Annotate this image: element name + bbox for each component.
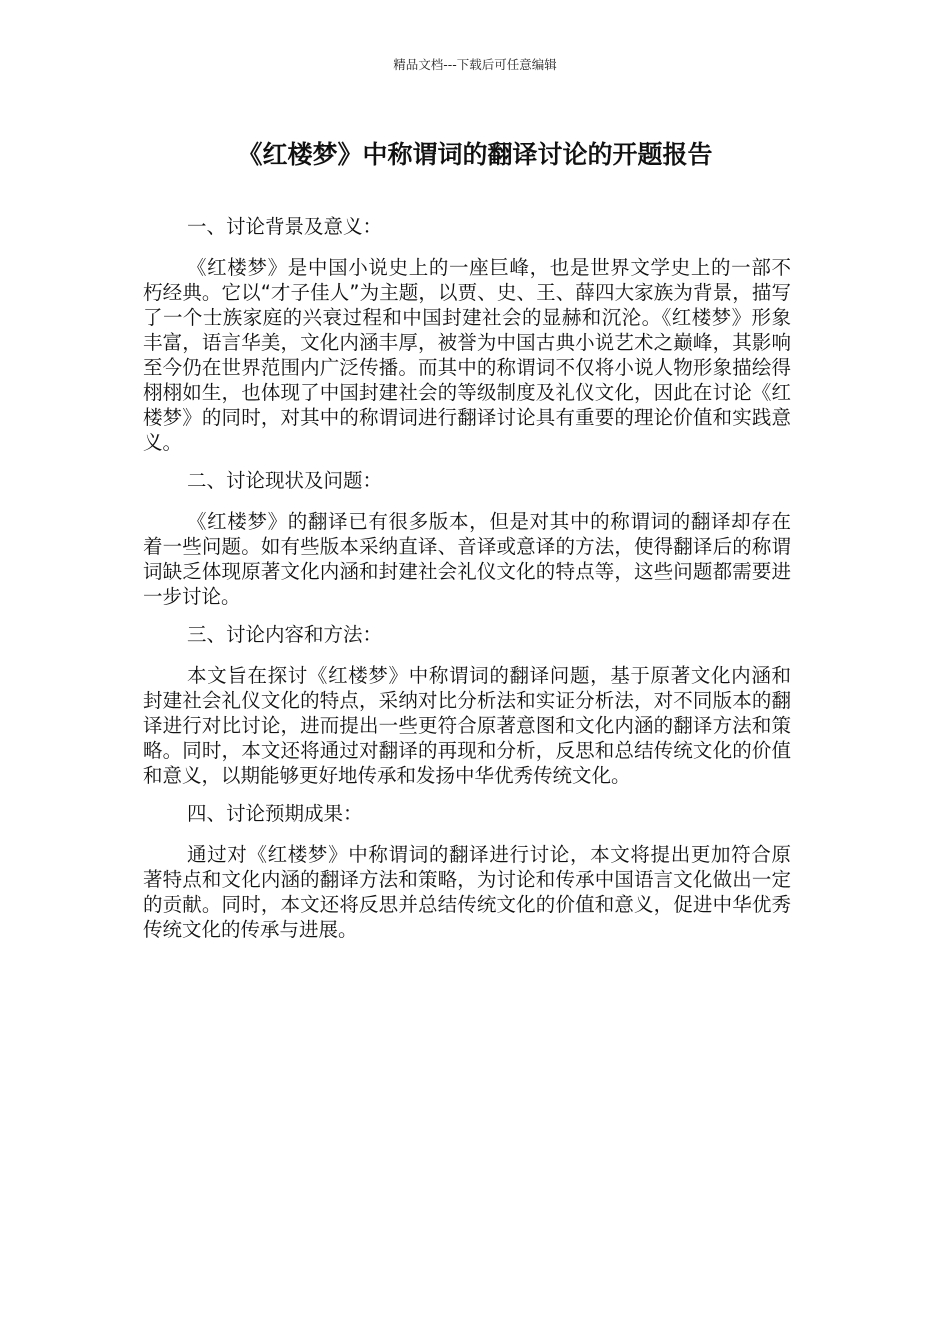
document-title: 《红楼梦》中称谓词的翻译讨论的开题报告: [237, 140, 713, 169]
section-paragraph: 通过对《红楼梦》中称谓词的翻译进行讨论，本文将提出更加符合原著特点和文化内涵的翻译方法和策略，为讨论和传承中国语言文化做出一定的贡献。同时，本文还将反思并总结传统文化的价值和意义，促进中华优秀传统文化的传承与进展。: [143, 843, 791, 941]
section-heading: 三、讨论内容和方法：: [187, 623, 383, 646]
section-background: [143, 212, 791, 455]
section-content-method: [143, 620, 791, 788]
document-body: [143, 212, 791, 953]
section-status: [143, 466, 791, 609]
section-paragraph: 《红楼梦》是中国小说史上的一座巨峰，也是世界文学史上的一部不朽经典。它以“才子佳人”为主题，以贾、史、王、薛四大家族为背景，描写了一个士族家庭的兴衰过程和中国封建社会的显赫和沉沦。《红楼梦》形象丰富，语言华美，文化内涵丰厚，被誉为中国古典小说艺术之巅峰，其影响至今仍在世界范围内广泛传播。而其中的称谓词不仅将小说人物形象描绘得栩栩如生，也体现了中国封建社会的等级制度及礼仪文化，因此在讨论《红楼梦》的同时，对其中的称谓词进行翻译讨论具有重要的理论价值和实践意义。: [143, 256, 791, 454]
section-heading: 二、讨论现状及问题：: [187, 469, 383, 492]
running-header: 精品文档---下载后可任意编辑: [393, 57, 557, 72]
section-heading: 四、讨论预期成果：: [187, 802, 363, 825]
section-expected-results: [143, 799, 791, 942]
section-paragraph: 《红楼梦》的翻译已有很多版本，但是对其中的称谓词的翻译却存在着一些问题。如有些版本采纳直译、音译或意译的方法，使得翻译后的称谓词缺乏体现原著文化内涵和封建社会礼仪文化的特点等，这些问题都需要进一步讨论。: [143, 510, 791, 608]
section-heading: 一、讨论背景及意义：: [187, 215, 383, 238]
section-paragraph: 本文旨在探讨《红楼梦》中称谓词的翻译问题，基于原著文化内涵和封建社会礼仪文化的特点，采纳对比分析法和实证分析法，对不同版本的翻译进行对比讨论，进而提出一些更符合原著意图和文化内涵的翻译方法和策略。同时，本文还将通过对翻译的再现和分析，反思和总结传统文化的价值和意义，以期能够更好地传承和发扬中华优秀传统文化。: [143, 664, 791, 787]
